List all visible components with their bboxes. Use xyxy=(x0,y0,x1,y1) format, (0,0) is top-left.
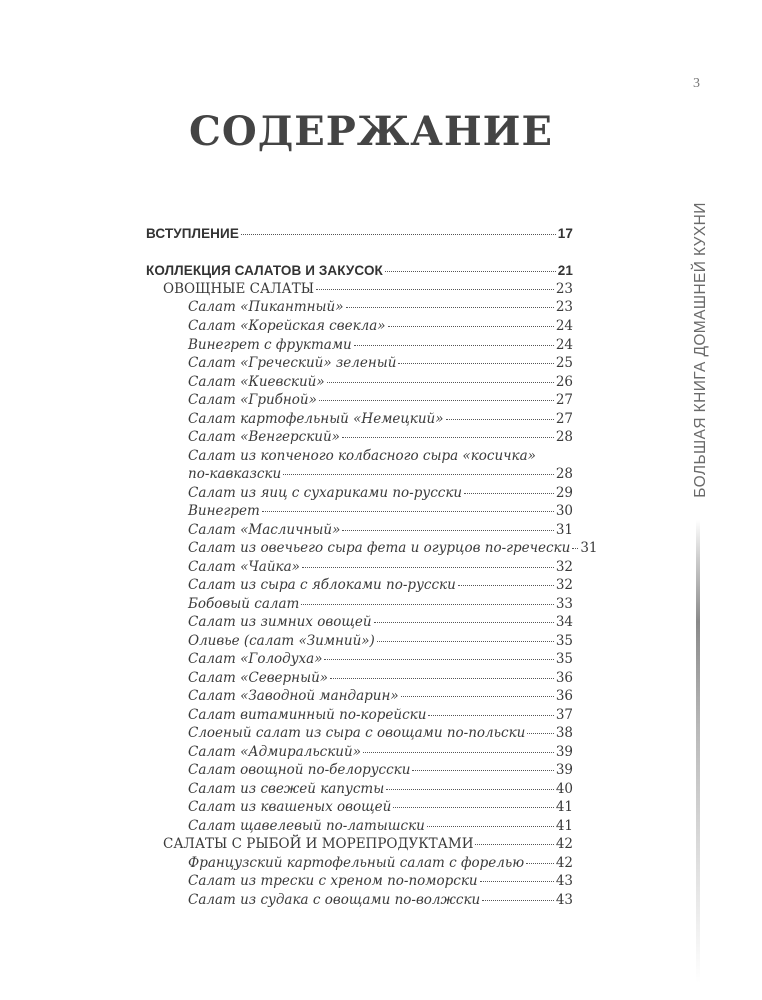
toc-leader-dots xyxy=(526,863,554,864)
toc-leader-dots xyxy=(301,604,554,605)
toc-entry-page-number: 39 xyxy=(555,762,573,778)
toc-leader-dots xyxy=(342,530,553,531)
toc-entry-page-number: 36 xyxy=(555,670,573,686)
toc-leader-dots xyxy=(241,234,556,235)
toc-entry-page-number: 43 xyxy=(555,873,573,889)
toc-entry xyxy=(188,817,573,836)
toc-entry xyxy=(146,224,573,243)
toc-leader-dots xyxy=(330,678,554,679)
toc-entry-page-number: 29 xyxy=(555,485,573,501)
toc-entry-title: Салат «Корейская свекла» xyxy=(188,318,386,334)
toc-entry-title: Оливье (салат «Зимний») xyxy=(188,633,375,649)
toc-entry xyxy=(163,280,573,299)
toc-entry-title: Салат «Греческий» зеленый xyxy=(188,355,397,371)
toc-entry xyxy=(188,669,573,688)
toc-entry-title: Салат из копченого колбасного сыра «косичка» xyxy=(188,448,536,464)
toc-leader-dots xyxy=(324,659,553,660)
toc-leader-dots xyxy=(302,567,554,568)
toc-entry xyxy=(188,595,573,614)
toc-entry xyxy=(188,298,573,317)
toc-entry xyxy=(188,650,573,669)
toc-entry-title: Салат из зимних овощей xyxy=(188,614,372,630)
toc-entry-page-number: 30 xyxy=(555,503,573,519)
toc-leader-dots xyxy=(527,733,553,734)
toc-entry-page-number: 26 xyxy=(555,374,573,390)
toc-leader-dots xyxy=(428,715,553,716)
toc-entry-title: ОВОЩНЫЕ САЛАТЫ xyxy=(163,281,314,297)
toc-entry-page-number: 41 xyxy=(555,799,573,815)
toc-entry xyxy=(188,428,573,447)
toc-entry xyxy=(188,521,573,540)
toc-leader-dots xyxy=(374,622,554,623)
toc-entry-page-number: 24 xyxy=(555,337,573,353)
toc-entry xyxy=(188,743,573,762)
toc-leader-dots xyxy=(327,382,554,383)
toc-leader-dots xyxy=(316,289,554,290)
toc-entry-page-number: 17 xyxy=(557,226,573,241)
toc-entry xyxy=(188,484,573,503)
toc-leader-dots xyxy=(446,419,554,420)
toc-leader-dots xyxy=(412,770,553,771)
toc-entry-page-number: 28 xyxy=(555,466,573,482)
toc-entry-page-number: 31 xyxy=(580,540,598,556)
toc-entry-title: Салат из квашеных овощей xyxy=(188,799,392,815)
toc-leader-dots xyxy=(398,363,553,364)
toc-entry-title: ВСТУПЛЕНИЕ xyxy=(146,226,239,241)
toc-entry xyxy=(188,632,573,651)
toc-entry-page-number: 27 xyxy=(555,392,573,408)
toc-entry-page-number: 34 xyxy=(555,614,573,630)
toc-entry-title: Салат «Венгерский» xyxy=(188,429,340,445)
toc-entry xyxy=(188,558,573,577)
toc-entry-page-number: 21 xyxy=(557,263,573,278)
toc-entry-title: Салат из судака с овощами по-волжски xyxy=(188,892,481,908)
toc-entry-title: Французский картофельный салат с форелью xyxy=(188,855,525,871)
toc-entry-title: Салат щавелевый по-латышски xyxy=(188,818,425,834)
toc-entry xyxy=(188,410,573,429)
toc-entry-page-number: 35 xyxy=(555,651,573,667)
toc-leader-dots xyxy=(377,641,554,642)
toc-leader-dots xyxy=(319,400,554,401)
toc-entry-page-number: 42 xyxy=(555,836,573,852)
toc-leader-dots xyxy=(363,752,554,753)
toc-leader-dots xyxy=(283,474,554,475)
page-number: 3 xyxy=(693,76,700,91)
toc-entry xyxy=(188,447,573,466)
toc-entry xyxy=(188,336,573,355)
toc-entry xyxy=(188,724,573,743)
toc-leader-dots xyxy=(386,789,554,790)
toc-entry xyxy=(188,576,573,595)
toc-entry-title: Салат «Северный» xyxy=(188,670,329,686)
toc-entry xyxy=(188,373,573,392)
toc-entry-title: Винегрет xyxy=(188,503,260,519)
toc-leader-dots xyxy=(262,511,554,512)
toc-entry-page-number: 25 xyxy=(555,355,573,371)
toc-entry-title: КОЛЛЕКЦИЯ САЛАТОВ И ЗАКУСОК xyxy=(146,263,383,278)
toc-entry-title: Салат «Голодуха» xyxy=(188,651,323,667)
toc-entry-title: Салат «Адмиральский» xyxy=(188,744,361,760)
toc-entry-title: Слоеный салат из сыра с овощами по-польски xyxy=(188,725,526,741)
toc-entry xyxy=(188,613,573,632)
toc-entry xyxy=(188,465,573,484)
toc-entry-title: Салат витаминный по-корейски xyxy=(188,707,427,723)
toc-entry-title: Салат «Заводной мандарин» xyxy=(188,688,399,704)
toc-entry xyxy=(146,261,573,280)
toc-entry-page-number: 24 xyxy=(555,318,573,334)
toc-entry-page-number: 39 xyxy=(555,744,573,760)
toc-leader-dots xyxy=(458,585,554,586)
toc-entry-page-number: 33 xyxy=(555,596,573,612)
toc-entry-page-number: 40 xyxy=(555,781,573,797)
toc-leader-dots xyxy=(354,345,554,346)
toc-entry-title: Салат «Пикантный» xyxy=(188,299,344,315)
page-heading: СОДЕРЖАНИЕ xyxy=(189,108,553,155)
toc-entry xyxy=(188,502,573,521)
toc-entry-title: Салат «Масличный» xyxy=(188,522,341,538)
toc-entry-title: Салат из овечьего сыра фета и огурцов по-гречески xyxy=(188,540,571,556)
toc-entry-page-number: 32 xyxy=(555,559,573,575)
toc-leader-dots xyxy=(464,493,554,494)
toc-entry xyxy=(188,706,573,725)
toc-entry-page-number: 37 xyxy=(555,707,573,723)
toc-entry-title: Салат «Грибной» xyxy=(188,392,317,408)
toc-entry-page-number: 38 xyxy=(555,725,573,741)
toc-entry-title: Салат из свежей капусты xyxy=(188,781,385,797)
toc-entry-page-number: 43 xyxy=(555,892,573,908)
toc-entry-title: Салат из трески с хреном по-поморски xyxy=(188,873,478,889)
toc-entry xyxy=(188,317,573,336)
toc-leader-dots xyxy=(482,900,554,901)
toc-entry-page-number: 23 xyxy=(555,281,573,297)
toc-entry xyxy=(188,687,573,706)
toc-leader-dots xyxy=(401,696,554,697)
toc-leader-dots xyxy=(572,548,578,549)
toc-entry xyxy=(188,539,598,558)
toc-entry-title: САЛАТЫ С РЫБОЙ И МОРЕПРОДУКТАМИ xyxy=(163,836,474,852)
toc-entry xyxy=(188,872,573,891)
toc-leader-dots xyxy=(346,307,554,308)
toc-leader-dots xyxy=(342,437,554,438)
toc-entry-title: Салат «Чайка» xyxy=(188,559,300,575)
toc-entry xyxy=(188,391,573,410)
toc-entry-page-number: 36 xyxy=(555,688,573,704)
toc-leader-dots xyxy=(385,271,556,272)
toc-entry xyxy=(188,780,573,799)
toc-entry-title: Салат из яиц с сухариками по-русски xyxy=(188,485,463,501)
toc-leader-dots xyxy=(427,826,554,827)
toc-leader-dots xyxy=(393,807,554,808)
toc-entry xyxy=(188,854,573,873)
toc-entry-title: Салат картофельный «Немецкий» xyxy=(188,411,444,427)
toc-entry-page-number: 23 xyxy=(555,299,573,315)
toc-entry-title: Бобовый салат xyxy=(188,596,300,612)
toc-entry-title: Винегрет с фруктами xyxy=(188,337,352,353)
toc-entry-page-number: 27 xyxy=(555,411,573,427)
toc-entry-page-number: 41 xyxy=(555,818,573,834)
toc-leader-dots xyxy=(475,844,553,845)
toc-entry-page-number: 42 xyxy=(555,855,573,871)
toc-entry xyxy=(188,761,573,780)
toc-entry-page-number: 31 xyxy=(555,522,573,538)
toc-entry-title: Салат из сыра с яблоками по-русски xyxy=(188,577,456,593)
toc-entry-page-number: 35 xyxy=(555,633,573,649)
toc-entry-title: Салат «Киевский» xyxy=(188,374,325,390)
toc-entry xyxy=(163,835,573,854)
toc-entry xyxy=(188,354,573,373)
toc-entry-page-number: 32 xyxy=(555,577,573,593)
toc-entry xyxy=(188,891,573,910)
toc-entry-page-number: 28 xyxy=(555,429,573,445)
running-book-title-text: БОЛЬШАЯ КНИГА ДОМАШНЕЙ КУХНИ xyxy=(692,202,709,498)
toc-leader-dots xyxy=(480,881,554,882)
toc-entry-title: Салат овощной по-белорусски xyxy=(188,762,411,778)
toc-entry-title: по-кавказски xyxy=(188,466,282,482)
toc-entry xyxy=(188,798,573,817)
toc-leader-dots xyxy=(388,326,554,327)
